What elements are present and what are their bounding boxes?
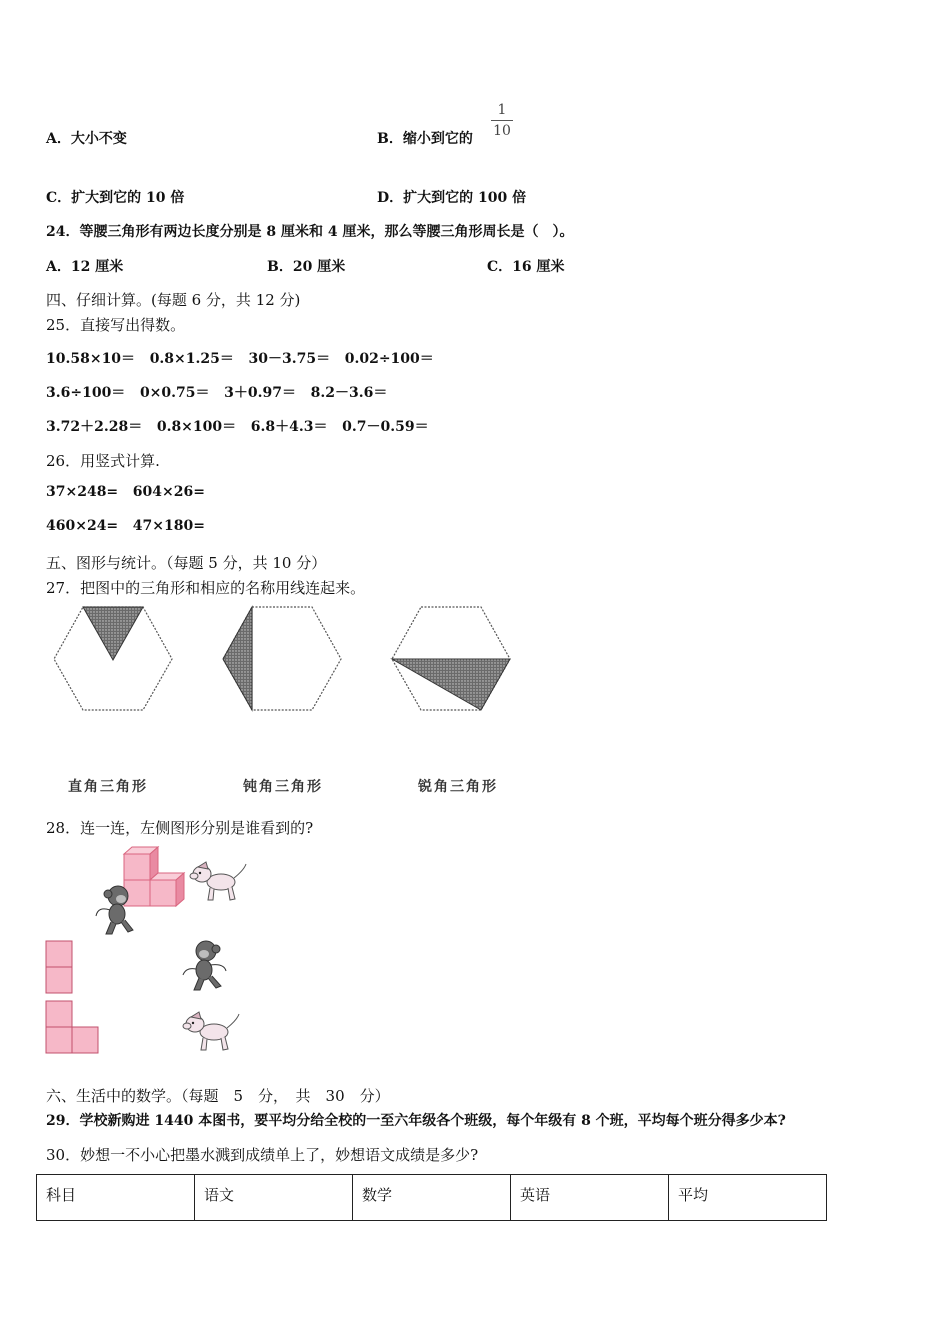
fraction-one-tenth <box>491 101 513 140</box>
q24-option-a: A．12 厘米 <box>46 259 124 275</box>
q25-row-3 <box>46 416 429 436</box>
q26-item: 47×180= <box>132 518 205 534</box>
q28-stem: 28．连一连，左侧图形分别是谁看到的? <box>46 819 314 837</box>
q25-item: 30－3.75＝ <box>248 351 331 367</box>
table-cell-average: 平均 <box>669 1175 827 1221</box>
q23-option-d: D．扩大到它的 100 倍 <box>377 190 527 206</box>
section5-heading: 五、图形与统计。（每题 5 分，共 10 分） <box>46 554 327 572</box>
q25-row-2 <box>46 382 387 402</box>
dog-icon <box>188 858 248 904</box>
label-acute-triangle: 锐角三角形 <box>418 779 498 795</box>
label-right-triangle: 直角三角形 <box>68 779 148 795</box>
fraction-bar <box>491 120 513 121</box>
q25-item: 0.02÷100＝ <box>344 351 434 367</box>
table-cell-chinese: 语文 <box>195 1175 353 1221</box>
monkey-icon <box>180 937 230 993</box>
hexagon-right-triangle <box>54 607 172 710</box>
q30-stem: 30．妙想一不小心把墨水溅到成绩单上了，妙想语文成绩是多少? <box>46 1146 479 1164</box>
dog-icon <box>180 1008 242 1054</box>
q25-item: 10.58×10＝ <box>46 351 136 367</box>
q23-option-c: C．扩大到它的 10 倍 <box>46 190 185 206</box>
q24-option-b: B．20 厘米 <box>267 259 346 275</box>
q27-hexagons <box>48 602 528 717</box>
q25-item: 3.6÷100＝ <box>46 385 126 401</box>
q26-stem: 26．用竖式计算. <box>46 452 160 470</box>
q24-option-c: C．16 厘米 <box>487 259 565 275</box>
q25-item: 0×0.75＝ <box>139 385 210 401</box>
q23-option-a: A．大小不变 <box>46 131 127 147</box>
q27-stem: 27．把图中的三角形和相应的名称用线连起来。 <box>46 579 366 597</box>
q25-row-1 <box>46 348 434 368</box>
section4-heading: 四、仔细计算。(每题 6 分，共 12 分) <box>46 291 301 309</box>
monkey-icon <box>92 880 136 936</box>
front-view-shape <box>45 940 75 996</box>
hexagon-obtuse-triangle <box>223 607 341 710</box>
q24-stem: 24．等腰三角形有两边长度分别是 8 厘米和 4 厘米，那么等腰三角形周长是（ ）。 <box>46 224 574 240</box>
side-view-shape <box>45 1000 101 1056</box>
q29-stem: 29．学校新购进 1440 本图书，要平均分给全校的一至六年级各个班级，每个年级有 8 个班，平均每个班分得多少本? <box>46 1113 786 1129</box>
q25-item: 6.8＋4.3＝ <box>250 419 328 435</box>
q25-item: 0.8×100＝ <box>156 419 237 435</box>
score-table <box>36 1174 827 1221</box>
table-cell-english: 英语 <box>511 1175 669 1221</box>
q25-item: 0.7－0.59＝ <box>342 419 429 435</box>
q26-item: 37×248= <box>46 484 119 500</box>
fraction-denominator: 10 <box>493 123 511 139</box>
q26-row-2 <box>46 518 205 534</box>
q25-item: 3＋0.97＝ <box>224 385 296 401</box>
table-row <box>37 1175 827 1221</box>
q26-item: 604×26= <box>132 484 205 500</box>
label-obtuse-triangle: 钝角三角形 <box>243 779 323 795</box>
q25-item: 3.72＋2.28＝ <box>46 419 143 435</box>
q26-row-1 <box>46 484 205 500</box>
section6-heading: 六、生活中的数学。（每题 5 分， 共 30 分） <box>46 1087 390 1105</box>
q25-item: 0.8×1.25＝ <box>149 351 234 367</box>
table-cell-subject: 科目 <box>37 1175 195 1221</box>
q25-item: 8.2－3.6＝ <box>310 385 388 401</box>
table-cell-math: 数学 <box>353 1175 511 1221</box>
q25-stem: 25．直接写出得数。 <box>46 316 186 334</box>
q26-item: 460×24= <box>46 518 119 534</box>
fraction-numerator: 1 <box>497 102 507 118</box>
hexagon-acute-triangle <box>392 607 510 710</box>
q23-option-b: B．缩小到它的 <box>377 131 473 147</box>
